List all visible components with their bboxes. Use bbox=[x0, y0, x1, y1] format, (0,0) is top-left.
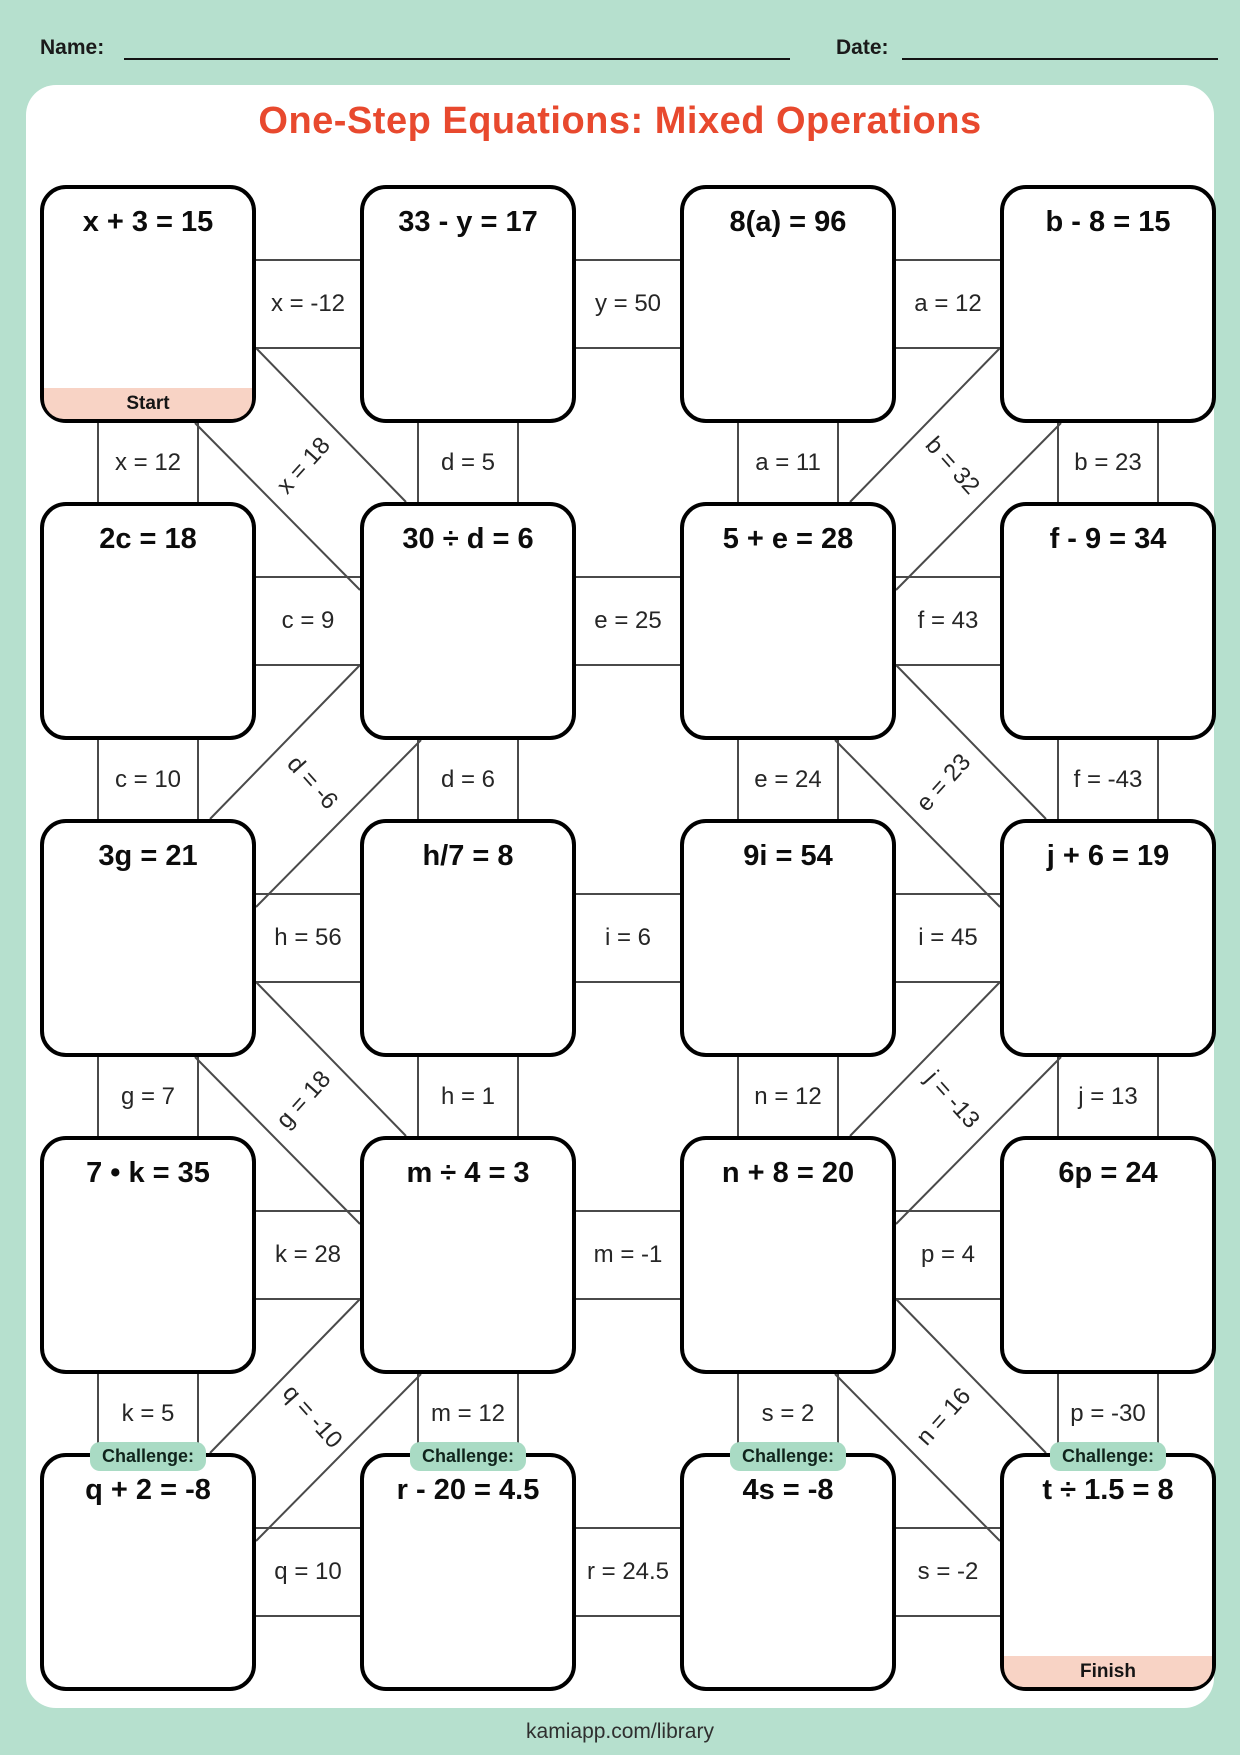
answer-label-horizontal: m = -1 bbox=[593, 1241, 663, 1268]
equation-box bbox=[680, 1136, 896, 1374]
answer-label-vertical: n = 12 bbox=[754, 1082, 822, 1110]
answer-label-horizontal: f = 43 bbox=[917, 607, 979, 634]
equation-box bbox=[680, 185, 896, 423]
answer-label-horizontal: x = -12 bbox=[270, 290, 346, 317]
answer-label-vertical: f = -43 bbox=[1073, 765, 1143, 793]
equation-box bbox=[40, 185, 256, 423]
equation-box bbox=[40, 819, 256, 1057]
answer-label-vertical: b = 23 bbox=[1074, 448, 1142, 476]
equation-box bbox=[360, 1136, 576, 1374]
equation-text: b - 8 = 15 bbox=[1045, 206, 1171, 238]
equation-text: j + 6 = 19 bbox=[1046, 840, 1170, 872]
equation-box bbox=[1000, 185, 1216, 423]
answer-label-diagonal: x = 18 bbox=[271, 431, 337, 499]
equation-text: f - 9 = 34 bbox=[1049, 523, 1167, 555]
equation-text: 6p = 24 bbox=[1058, 1157, 1158, 1189]
equation-box bbox=[360, 1446, 576, 1691]
answer-label-vertical: d = 6 bbox=[440, 765, 496, 793]
footer-link: kamiapp.com/library bbox=[526, 1720, 714, 1743]
answer-label-diagonal: g = 18 bbox=[271, 1065, 337, 1134]
equation-text: 9i = 54 bbox=[743, 840, 833, 872]
answer-label-diagonal: e = 23 bbox=[911, 748, 977, 817]
challenge-badge: Challenge: bbox=[90, 1442, 206, 1471]
answer-label-vertical: c = 10 bbox=[114, 765, 182, 793]
answer-label-horizontal: p = 4 bbox=[920, 1241, 976, 1268]
equation-box bbox=[40, 502, 256, 740]
answer-label-diagonal: d = -6 bbox=[281, 750, 343, 815]
answer-label-horizontal: q = 10 bbox=[274, 1558, 342, 1585]
equation-box bbox=[40, 1136, 256, 1374]
equation-box bbox=[40, 1446, 256, 1691]
answer-label-horizontal: i = 6 bbox=[604, 924, 652, 951]
answer-label-vertical: k = 5 bbox=[121, 1399, 175, 1427]
answer-label-vertical: p = -30 bbox=[1070, 1399, 1146, 1427]
start-banner: Start bbox=[44, 388, 252, 419]
equation-box bbox=[1000, 1136, 1216, 1374]
equation-text: q + 2 = -8 bbox=[85, 1474, 211, 1506]
answer-label-horizontal: h = 56 bbox=[274, 924, 342, 951]
equation-text: 7 • k = 35 bbox=[86, 1157, 210, 1189]
equation-text: 4s = -8 bbox=[742, 1474, 834, 1506]
equation-text: 5 + e = 28 bbox=[722, 523, 854, 555]
equation-box bbox=[360, 185, 576, 423]
equation-text: 33 - y = 17 bbox=[398, 206, 538, 238]
answer-label-vertical: g = 7 bbox=[120, 1082, 176, 1110]
equation-text: m ÷ 4 = 3 bbox=[406, 1157, 530, 1189]
equation-text: h/7 = 8 bbox=[422, 840, 514, 872]
equation-text: x + 3 = 15 bbox=[82, 206, 214, 238]
answer-label-horizontal: k = 28 bbox=[274, 1241, 342, 1268]
equation-box bbox=[1000, 819, 1216, 1057]
equation-box bbox=[360, 819, 576, 1057]
answer-label-diagonal: j = -13 bbox=[919, 1065, 985, 1134]
answer-label-vertical: d = 5 bbox=[440, 448, 496, 476]
answer-label-horizontal: s = -2 bbox=[917, 1558, 979, 1585]
equation-box bbox=[680, 1446, 896, 1691]
equation-box bbox=[680, 819, 896, 1057]
challenge-badge: Challenge: bbox=[730, 1442, 846, 1471]
equation-text: 8(a) = 96 bbox=[729, 206, 847, 238]
equation-box bbox=[1000, 1446, 1216, 1691]
answer-label-horizontal: a = 12 bbox=[914, 290, 982, 317]
answer-label-horizontal: c = 9 bbox=[281, 607, 335, 634]
finish-banner: Finish bbox=[1004, 1656, 1212, 1687]
page-title: One-Step Equations: Mixed Operations bbox=[258, 100, 982, 142]
equation-text: 2c = 18 bbox=[99, 523, 197, 555]
name-label: Name: bbox=[40, 36, 105, 59]
answer-label-vertical: j = 13 bbox=[1078, 1082, 1138, 1110]
answer-label-diagonal: n = 16 bbox=[911, 1382, 977, 1451]
equation-box bbox=[360, 502, 576, 740]
equation-text: r - 20 = 4.5 bbox=[396, 1474, 540, 1506]
answer-label-vertical: x = 12 bbox=[114, 448, 182, 476]
challenge-badge: Challenge: bbox=[1050, 1442, 1166, 1471]
answer-label-vertical: e = 24 bbox=[754, 765, 822, 793]
answer-label-diagonal: q = -10 bbox=[276, 1379, 348, 1454]
answer-label-vertical: h = 1 bbox=[440, 1082, 496, 1110]
equation-box bbox=[1000, 502, 1216, 740]
answer-label-horizontal: y = 50 bbox=[594, 290, 662, 317]
answer-label-vertical: m = 12 bbox=[430, 1399, 506, 1427]
answer-label-diagonal: b = 32 bbox=[919, 431, 985, 500]
date-label: Date: bbox=[836, 36, 889, 59]
equation-text: 3g = 21 bbox=[98, 840, 198, 872]
answer-label-horizontal: e = 25 bbox=[594, 607, 662, 634]
equation-box bbox=[680, 502, 896, 740]
equation-text: t ÷ 1.5 = 8 bbox=[1042, 1474, 1174, 1506]
answer-label-horizontal: r = 24.5 bbox=[586, 1558, 670, 1585]
answer-label-vertical: s = 2 bbox=[761, 1399, 815, 1427]
answer-label-vertical: a = 11 bbox=[755, 448, 821, 476]
equation-text: 30 ÷ d = 6 bbox=[402, 523, 534, 555]
answer-label-horizontal: i = 45 bbox=[918, 924, 978, 951]
equation-text: n + 8 = 20 bbox=[721, 1157, 855, 1189]
challenge-badge: Challenge: bbox=[410, 1442, 526, 1471]
